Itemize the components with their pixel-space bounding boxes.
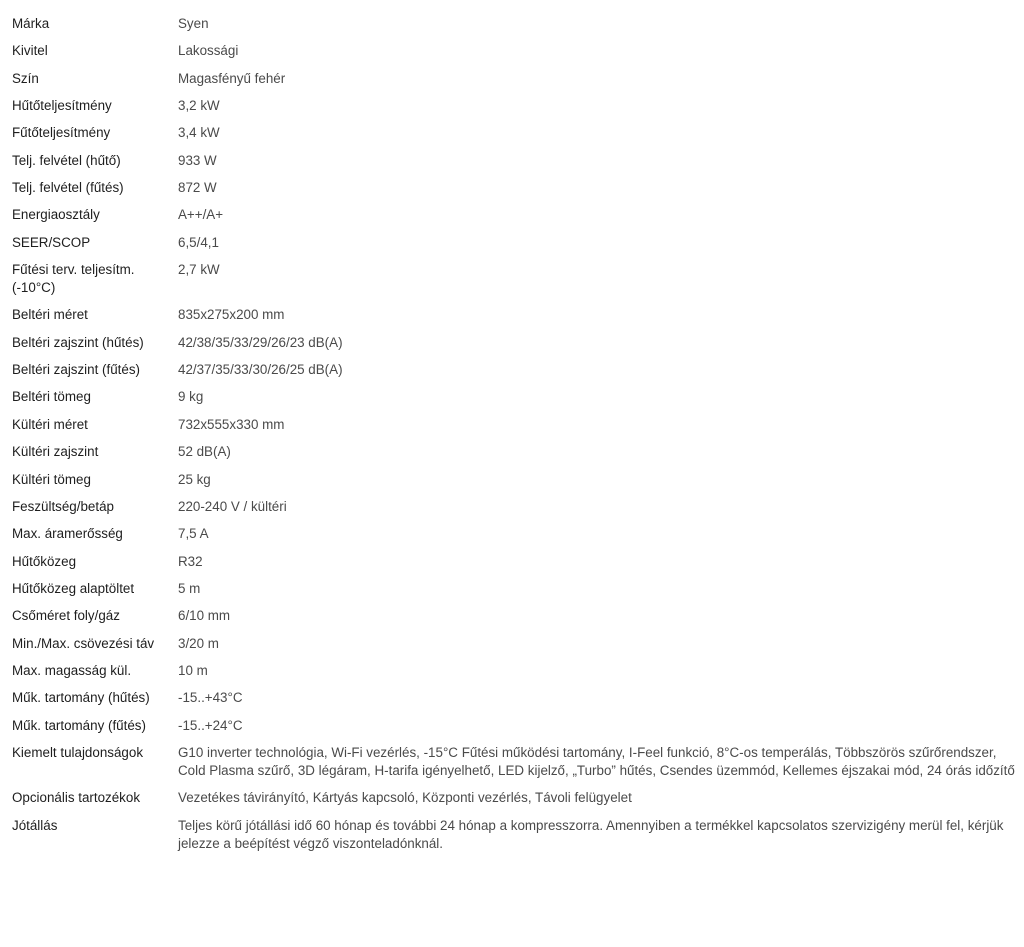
spec-label: Műk. tartomány (hűtés) <box>12 690 150 706</box>
spec-value: 6/10 mm <box>178 608 231 624</box>
spec-value: R32 <box>178 553 203 569</box>
spec-row <box>12 466 1024 493</box>
spec-value: -15..+24°C <box>178 717 243 733</box>
spec-value: 732x555x330 mm <box>178 416 285 432</box>
spec-row <box>12 383 1024 410</box>
spec-label: Jótállás <box>12 817 58 833</box>
spec-label: Kiemelt tulajdonságok <box>12 744 144 760</box>
spec-row <box>12 520 1024 547</box>
spec-value: Vezetékes távirányító, Kártyás kapcsoló, Központi vezérlés, Távoli felügyelet <box>178 790 632 806</box>
spec-value: 872 W <box>178 180 217 196</box>
spec-row <box>12 493 1024 520</box>
spec-label: Fűtési terv. teljesítm. (-10°C) <box>12 262 135 296</box>
spec-label: Fűtőteljesítmény <box>12 125 111 141</box>
spec-label: Beltéri zajszint (hűtés) <box>12 334 144 350</box>
spec-label: Márka <box>12 16 50 31</box>
spec-value: 9 kg <box>178 389 204 405</box>
spec-row <box>12 65 1024 92</box>
spec-row <box>12 684 1024 711</box>
spec-value: 220-240 V / kültéri <box>178 498 287 514</box>
spec-row <box>12 548 1024 575</box>
spec-row <box>12 657 1024 684</box>
spec-label: Kivitel <box>12 43 48 59</box>
spec-value: 25 kg <box>178 471 211 487</box>
spec-label: Szín <box>12 70 39 86</box>
spec-value: 42/37/35/33/30/26/25 dB(A) <box>178 362 343 378</box>
spec-table-body <box>12 0 1024 857</box>
spec-label: Beltéri tömeg <box>12 389 91 405</box>
spec-label: Kültéri zajszint <box>12 444 99 460</box>
spec-value: Teljes körű jótállási idő 60 hónap és további 24 hónap a kompresszorra. Amennyiben a termékkel kapcsolatos szervizigény merül fel, kérjük jelezze a beépítést végző viszonteladónknál. <box>178 817 1004 851</box>
spec-row <box>12 630 1024 657</box>
spec-value: 835x275x200 mm <box>178 307 285 323</box>
spec-row <box>12 411 1024 438</box>
spec-row <box>12 174 1024 201</box>
spec-label: Feszültség/betáp <box>12 498 114 514</box>
spec-label: Kültéri tömeg <box>12 471 91 487</box>
spec-value: Lakossági <box>178 43 239 59</box>
spec-row <box>12 37 1024 64</box>
spec-label: Telj. felvétel (hűtő) <box>12 152 121 168</box>
spec-row <box>12 301 1024 328</box>
spec-value: 10 m <box>178 662 208 678</box>
spec-value: -15..+43°C <box>178 690 243 706</box>
spec-label: Csőméret foly/gáz <box>12 608 120 624</box>
spec-label: Kültéri méret <box>12 416 88 432</box>
spec-label: Opcionális tartozékok <box>12 790 141 806</box>
spec-row <box>12 92 1024 119</box>
spec-row <box>12 229 1024 256</box>
spec-value: G10 inverter technológia, Wi-Fi vezérlés, -15°C Fűtési működési tartomány, I-Feel funkció, 8°C-os temperálás, Többszörös szűrőrendszer, Cold Plasma szűrő, 3D légáram, H-tarifa igényelhető, LED kijelző, „Turbo” hűtés, Csendes üzemmód, Kellemes éjszakai mód, 24 órás időzítő <box>178 744 1015 778</box>
spec-row <box>12 0 1024 37</box>
spec-row <box>12 119 1024 146</box>
spec-label: Beltéri méret <box>12 307 88 323</box>
spec-row <box>12 575 1024 602</box>
spec-value: 6,5/4,1 <box>178 234 219 250</box>
spec-row <box>12 812 1024 857</box>
spec-label: Műk. tartomány (fűtés) <box>12 717 146 733</box>
spec-value: 42/38/35/33/29/26/23 dB(A) <box>178 334 343 350</box>
spec-label: Telj. felvétel (fűtés) <box>12 180 124 196</box>
spec-label: Min./Max. csövezési táv <box>12 635 155 651</box>
spec-label: Beltéri zajszint (fűtés) <box>12 362 140 378</box>
spec-value: 52 dB(A) <box>178 444 231 460</box>
spec-value: 3,4 kW <box>178 125 220 141</box>
spec-value: 933 W <box>178 152 217 168</box>
spec-label: Energiaosztály <box>12 207 100 223</box>
spec-label: Max. magasság kül. <box>12 662 132 678</box>
spec-row <box>12 602 1024 629</box>
spec-row <box>12 201 1024 228</box>
spec-value: A++/A+ <box>178 207 224 223</box>
spec-label: Hűtőteljesítmény <box>12 98 112 114</box>
spec-value: 2,7 kW <box>178 262 220 278</box>
spec-label: Max. áramerősség <box>12 526 123 542</box>
spec-row <box>12 438 1024 465</box>
spec-row <box>12 712 1024 739</box>
spec-row <box>12 256 1024 301</box>
spec-value: 3,2 kW <box>178 98 220 114</box>
spec-label: Hűtőközeg alaptöltet <box>12 580 135 596</box>
spec-row <box>12 784 1024 811</box>
spec-row <box>12 356 1024 383</box>
spec-value: 5 m <box>178 580 201 596</box>
spec-value: Syen <box>178 16 209 31</box>
spec-table <box>12 0 1024 857</box>
spec-value: Magasfényű fehér <box>178 70 286 86</box>
spec-label: Hűtőközeg <box>12 553 77 569</box>
spec-row <box>12 329 1024 356</box>
spec-row <box>12 739 1024 784</box>
spec-value: 3/20 m <box>178 635 219 651</box>
spec-label: SEER/SCOP <box>12 234 91 250</box>
spec-row <box>12 147 1024 174</box>
spec-value: 7,5 A <box>178 526 209 542</box>
